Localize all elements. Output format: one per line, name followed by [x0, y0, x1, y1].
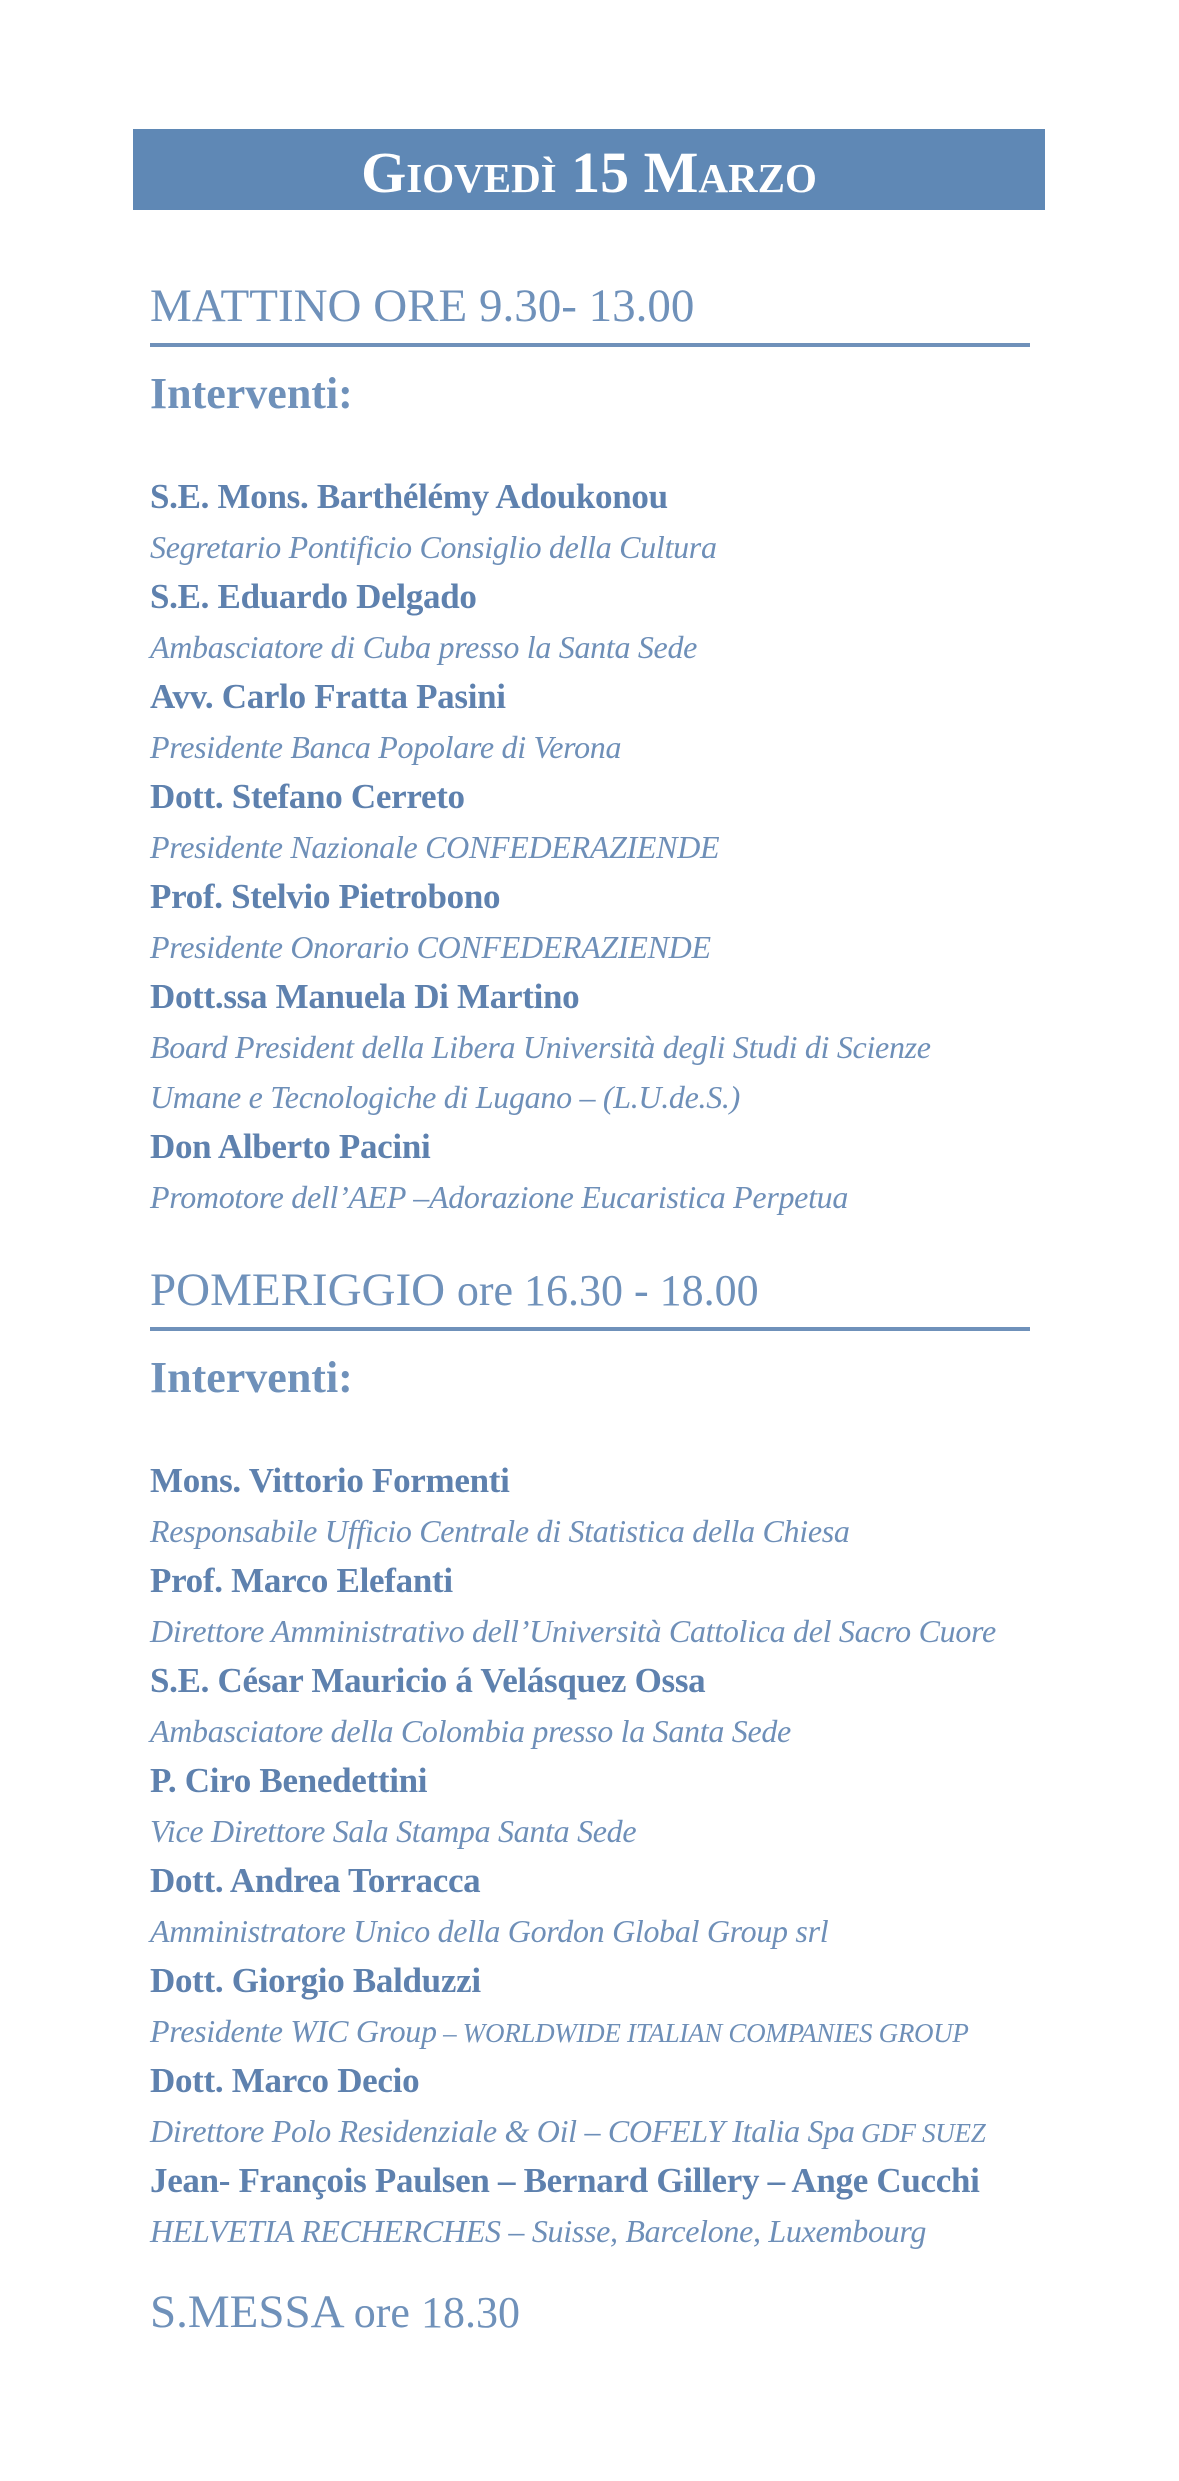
speaker-role-line: Ambasciatore di Cuba presso la Santa Sede	[150, 629, 698, 665]
speaker-item	[150, 1656, 1050, 1756]
speaker-role-line: Presidente Onorario CONFEDERAZIENDE	[150, 929, 711, 965]
speaker-role	[150, 622, 1050, 672]
speaker-item	[150, 972, 1050, 1122]
speaker-item	[150, 2056, 1050, 2156]
speaker-role-line: Responsabile Ufficio Centrale di Statistica della Chiesa	[150, 1513, 850, 1549]
afternoon-heading-time: ore 16.30 - 18.00	[456, 1266, 759, 1315]
speaker-item	[150, 2156, 1050, 2256]
speaker-role-line: Direttore Amministrativo dell’Università Cattolica del Sacro Cuore	[150, 1613, 996, 1649]
speaker-item	[150, 572, 1050, 672]
speaker-role	[150, 1806, 1050, 1856]
speaker-name: S.E. César Mauricio á Velásquez Ossa	[150, 1661, 706, 1700]
afternoon-heading	[150, 1262, 1030, 1331]
speaker-item	[150, 1456, 1050, 1556]
speaker-role	[150, 522, 1050, 572]
speaker-role-line: Presidente Banca Popolare di Verona	[150, 729, 622, 765]
speaker-role	[150, 1906, 1050, 1956]
afternoon-interventions-label: Interventi:	[150, 1353, 353, 1402]
speaker-role-line: Ambasciatore della Colombia presso la Santa Sede	[150, 1713, 791, 1749]
speaker-role-line: Board President della Libera Università degli Studi di Scienze	[150, 1029, 931, 1065]
day-banner	[133, 129, 1045, 210]
speaker-name: Mons. Vittorio Formenti	[150, 1461, 510, 1500]
speaker-role-main: Direttore Polo Residenziale & Oil – COFELY Italia Spa	[150, 2113, 855, 2149]
speaker-role-line: Umane e Tecnologiche di Lugano – (L.U.de.S.)	[150, 1079, 740, 1115]
speaker-item	[150, 1756, 1050, 1856]
speaker-role	[150, 1506, 1050, 1556]
afternoon-speaker-list	[150, 1456, 1050, 2256]
speaker-name: Prof. Marco Elefanti	[150, 1561, 453, 1600]
speaker-role	[150, 822, 1050, 872]
speaker-name: Don Alberto Pacini	[150, 1127, 431, 1166]
morning-heading-label: MATTINO ORE 9.30- 13.00	[150, 280, 695, 332]
speaker-item	[150, 872, 1050, 972]
speaker-role	[150, 1706, 1050, 1756]
afternoon-heading-word: POMERIGGIO	[150, 1264, 446, 1316]
speaker-name: Dott. Andrea Torracca	[150, 1861, 481, 1900]
speaker-role-line	[150, 2006, 1050, 2056]
speaker-item	[150, 1122, 1050, 1222]
speaker-item	[150, 772, 1050, 872]
speaker-item	[150, 1556, 1050, 1656]
speaker-role-main: Presidente WIC Group	[150, 2013, 437, 2049]
speaker-role-line: Promotore dell’AEP –Adorazione Eucaristica Perpetua	[150, 1179, 849, 1215]
mass-heading	[150, 2282, 520, 2343]
speaker-item	[150, 1856, 1050, 1956]
mass-time: ore 18.30	[353, 2288, 520, 2337]
speaker-name: P. Ciro Benedettini	[150, 1761, 428, 1800]
speaker-role-small: – WORLDWIDE ITALIAN COMPANIES GROUP	[436, 2018, 969, 2048]
speaker-role	[150, 722, 1050, 772]
morning-speaker-list	[150, 472, 1050, 1222]
speaker-item	[150, 1956, 1050, 2056]
morning-interventions-label: Interventi:	[150, 369, 353, 418]
speaker-name: S.E. Eduardo Delgado	[150, 577, 477, 616]
speaker-item	[150, 472, 1050, 572]
speaker-role-line: Segretario Pontificio Consiglio della Cultura	[150, 529, 717, 565]
mass-label: S.MESSA	[150, 2286, 343, 2338]
speaker-role	[150, 2006, 1050, 2056]
speaker-role-line	[150, 2106, 1050, 2156]
speaker-name: Jean- François Paulsen – Bernard Gillery – Ange Cucchi	[150, 2161, 980, 2200]
speaker-name: Dott. Marco Decio	[150, 2061, 420, 2100]
morning-heading	[150, 278, 1030, 347]
speaker-name: Avv. Carlo Fratta Pasini	[150, 677, 506, 716]
speaker-role	[150, 922, 1050, 972]
day-title: Giovedì 15 Marzo	[361, 140, 817, 205]
speaker-name: Dott. Stefano Cerreto	[150, 777, 465, 816]
speaker-role	[150, 1022, 1050, 1122]
speaker-name: Dott.ssa Manuela Di Martino	[150, 977, 580, 1016]
speaker-role	[150, 1606, 1050, 1656]
speaker-role-small: GDF SUEZ	[854, 2118, 986, 2148]
speaker-role	[150, 2206, 1050, 2256]
speaker-name: Dott. Giorgio Balduzzi	[150, 1961, 481, 2000]
speaker-role-line: HELVETIA RECHERCHES – Suisse, Barcelone, Luxembourg	[150, 2213, 927, 2249]
speaker-role	[150, 2106, 1050, 2156]
speaker-role-line: Amministratore Unico della Gordon Global Group srl	[150, 1913, 829, 1949]
speaker-name: Prof. Stelvio Pietrobono	[150, 877, 501, 916]
speaker-role	[150, 1172, 1050, 1222]
speaker-name: S.E. Mons. Barthélémy Adoukonou	[150, 477, 668, 516]
speaker-item	[150, 672, 1050, 772]
speaker-role-line: Vice Direttore Sala Stampa Santa Sede	[150, 1813, 637, 1849]
speaker-role-line: Presidente Nazionale CONFEDERAZIENDE	[150, 829, 720, 865]
